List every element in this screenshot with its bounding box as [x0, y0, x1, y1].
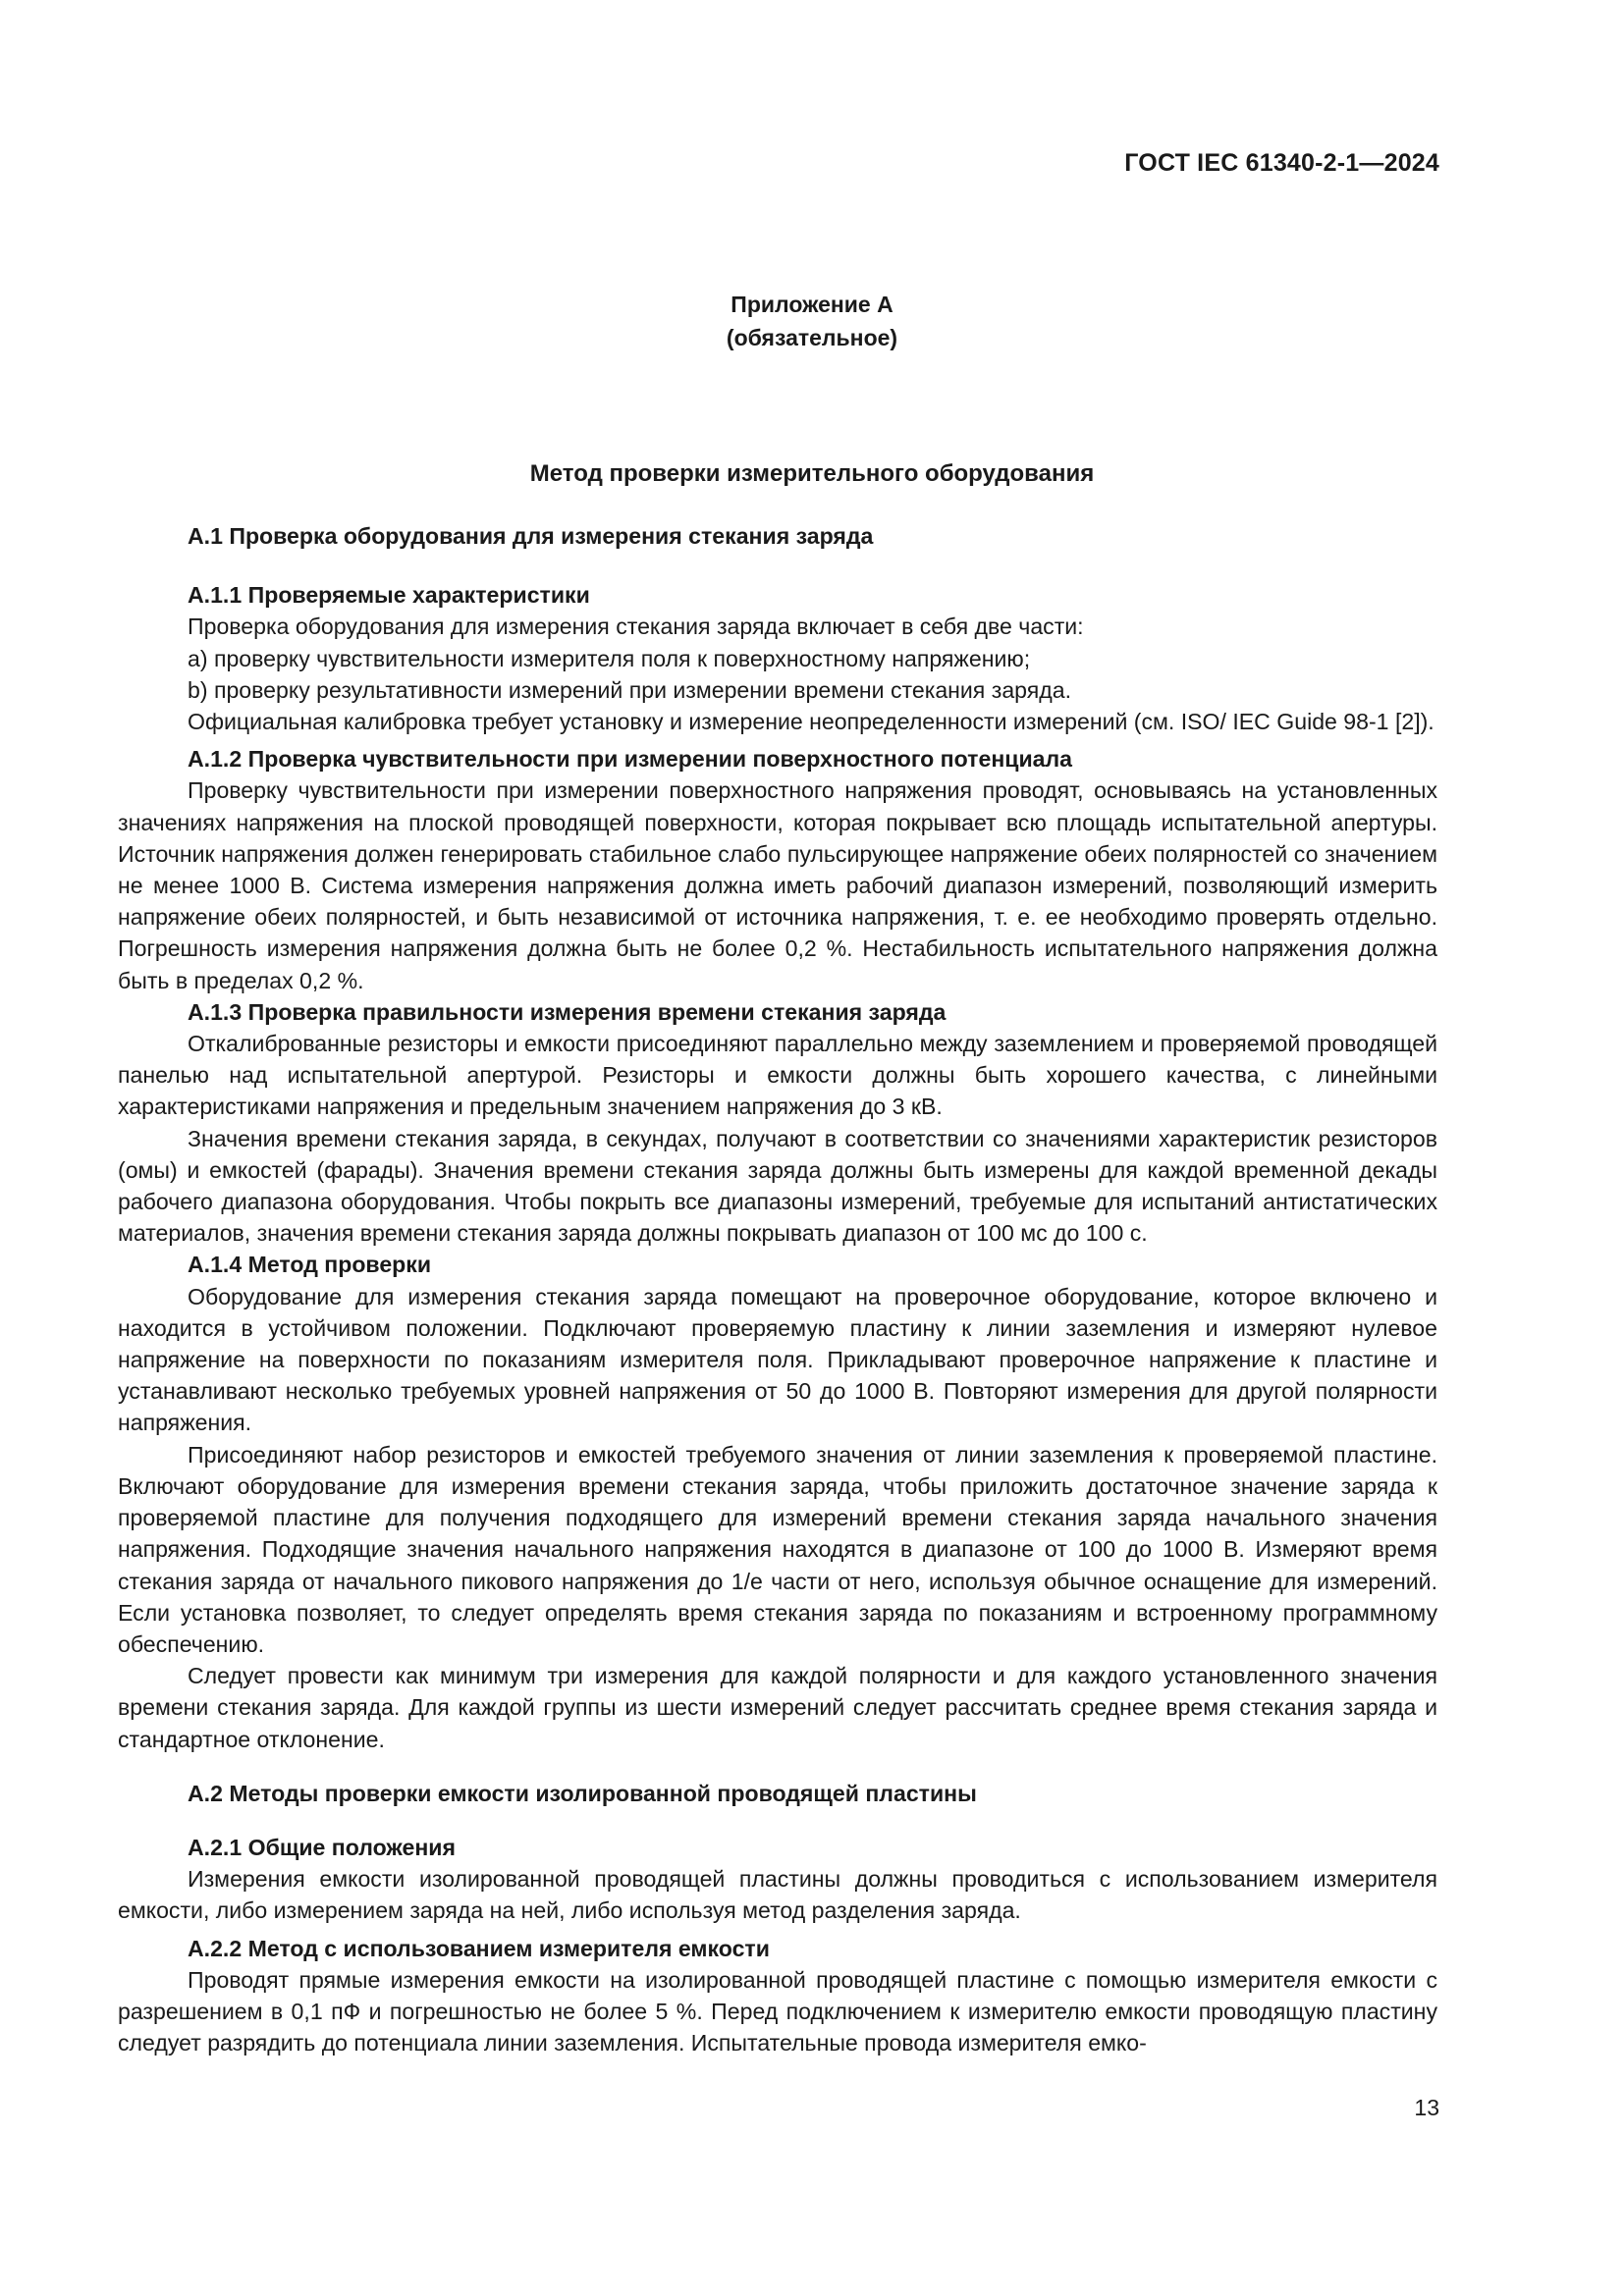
- section-a11-paragraph: Проверка оборудования для измерения стекания заряда включает в себя две части:: [188, 614, 1084, 640]
- section-a21-paragraph: Измерения емкости изолированной проводящей пластины должны проводиться с использованием измерителя емкости, либо измерением заряда на ней, либо используя метод разделения заряда.: [118, 1866, 1437, 1924]
- section-a12-paragraph: Проверку чувствительности при измерении поверхностного напряжения проводят, основываясь на установленных значениях напряжения на плоской проводящей поверхности, которая покрывает всю площадь испытательной апертуры. Источник напряжения должен генерировать стабильное слабо пульсирующее напряжение обеих полярностей со значением не менее 1000 В. Система измерения напряжения должна иметь рабочий диапазон измерений, позволяющий измерить напряжение обеих полярностей, и быть независимой от источника напряжения, т. е. ее необходимо проверять отдельно. Погрешность измерения напряжения должна быть не более 0,2 %. Нестабильность испытательного напряжения должна быть в пределах 0,2 %.: [118, 777, 1437, 993]
- section-a22-paragraph: Проводят прямые измерения емкости на изолированной проводящей пластине с помощью измерителя емкости с разрешением в 0,1 пФ и погрешностью не более 5 %. Перед подключением к измерителю емкости проводящую пластину следует разрядить до потенциала линии заземления. Испытательные провода измерителя емко-: [118, 1966, 1437, 2056]
- appendix-status: (обязательное): [726, 325, 898, 350]
- section-a14-heading: А.1.4 Метод проверки: [188, 1252, 432, 1278]
- document-code: ГОСТ IEC 61340-2-1—2024: [1124, 149, 1439, 177]
- section-a12-heading: А.1.2 Проверка чувствительности при измерении поверхностного потенциала: [188, 746, 1073, 773]
- section-a21-heading: А.2.1 Общие положения: [188, 1834, 456, 1860]
- section-a14-paragraph: Оборудование для измерения стекания заряда помещают на проверочное оборудование, которое включено и находится в устойчивом положении. Подключают проверяемую пластину к линии заземления и измеряют нулевое напряжение на поверхности по показаниям измерителя поля. Прикладывают проверочное напряжение к пластине и устанавливают несколько требуемых уровней напряжения от 50 до 1000 В. Повторяют измерения для другой полярности напряжения.: [118, 1283, 1437, 1436]
- section-a11-paragraph: Официальная калибровка требует установку и измерение неопределенности измерений (см. ISO/ IEC Guide 98-1 [2]).: [188, 709, 1435, 735]
- section-a2-heading: А.2 Методы проверки емкости изолированной проводящей пластины: [188, 1780, 977, 1806]
- section-a1-heading: А.1 Проверка оборудования для измерения стекания заряда: [188, 523, 874, 549]
- section-a14-paragraph: Присоединяют набор резисторов и емкостей требуемого значения от линии заземления к проверяемой пластине. Включают оборудование для измерения времени стекания заряда, чтобы приложить достаточное значение заряда к проверяемой пластине для получения подходящего для измерений времени стекания заряда начального значения напряжения. Подходящие значения начального напряжения находятся в диапазоне от 100 до 1000 В. Измеряют время стекания заряда от начального пикового напряжения до 1/e части от него, используя обычное оснащение для измерений. Если установка позволяет, то следует определять время стекания заряда по показаниям и встроенному программному обеспечению.: [118, 1441, 1437, 1657]
- section-a22-heading: А.2.2 Метод с использованием измерителя емкости: [188, 1935, 770, 1961]
- section-a13-heading: А.1.3 Проверка правильности измерения времени стекания заряда: [188, 998, 947, 1025]
- section-a14-paragraph: Следует провести как минимум три измерения для каждой полярности и для каждого установленного значения времени стекания заряда. Для каждой группы из шести измерений следует рассчитать среднее время стекания заряда и стандартное отклонение.: [118, 1663, 1437, 1752]
- section-a11-list-item-b: b) проверку результативности измерений при измерении времени стекания заряда.: [188, 676, 1071, 703]
- section-a13-paragraph: Откалиброванные резисторы и емкости присоединяют параллельно между заземлением и проверяемой проводящей панелью над испытательной апертурой. Резисторы и емкости должны быть хорошего качества, с линейными характеристиками напряжения и предельным значением напряжения до 3 кВ.: [118, 1031, 1437, 1120]
- section-a13-paragraph: Значения времени стекания заряда, в секундах, получают в соответствии со значениями характеристик резисторов (омы) и емкостей (фарады). Значения времени стекания заряда должны быть измерены для каждой временной декады рабочего диапазона оборудования. Чтобы покрыть все диапазоны измерений, требуемые для испытаний антистатических материалов, значения времени стекания заряда должны покрывать диапазон от 100 мс до 100 с.: [118, 1125, 1437, 1247]
- section-a11-heading: А.1.1 Проверяемые характеристики: [188, 582, 590, 609]
- document-body: [118, 520, 1437, 2058]
- section-a11-list-item-a: a) проверку чувствительности измерителя поля к поверхностному напряжению;: [188, 645, 1031, 671]
- appendix-heading: [0, 288, 1624, 354]
- appendix-title: Приложение А: [731, 292, 893, 317]
- page-number: 13: [1414, 2095, 1439, 2120]
- main-title: Метод проверки измерительного оборудования: [529, 460, 1095, 487]
